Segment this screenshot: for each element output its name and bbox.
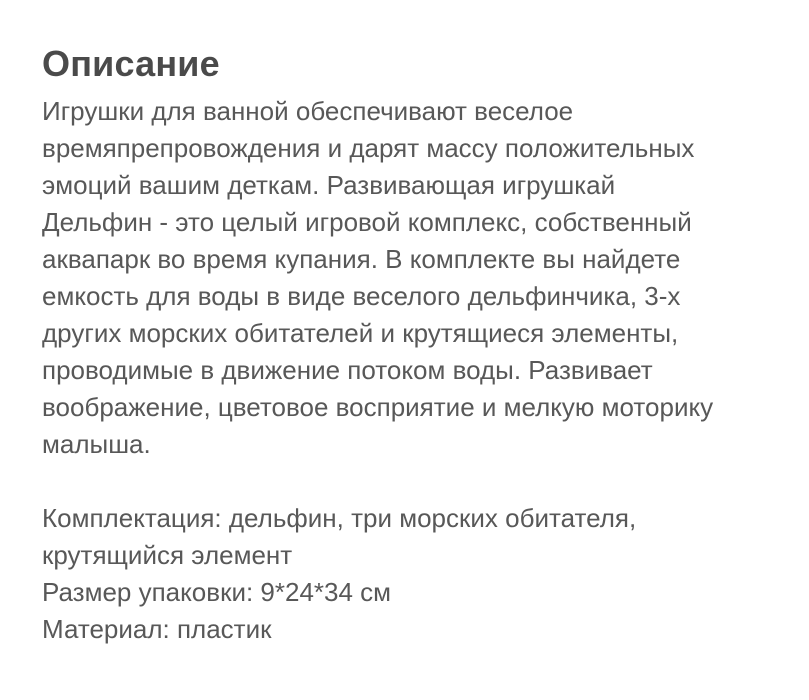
spec-package-size: Размер упаковки: 9*24*34 см xyxy=(42,577,392,607)
description-line: Дельфин - это целый игровой комплекс, собственный xyxy=(42,207,692,237)
description-line: проводимые в движение потоком воды. Развивает xyxy=(42,355,653,385)
spec-contents: Комплектация: дельфин, три морских обитателя, xyxy=(42,503,637,533)
description-text xyxy=(42,93,782,463)
description-line: эмоций вашим деткам. Развивающая игрушкай xyxy=(42,170,616,200)
section-title: Описание xyxy=(42,43,220,84)
description-line: воображение, цветовое восприятие и мелкую моторику xyxy=(42,392,714,422)
description-line: малыша. xyxy=(42,429,151,459)
description-line: других морских обитателей и крутящиеся элементы, xyxy=(42,318,679,348)
description-line: емкость для воды в виде веселого дельфинчика, 3-х xyxy=(42,281,681,311)
description-line: аквапарк во время купания. В комплекте вы найдете xyxy=(42,244,681,274)
description-line: времяпрепровождения и дарят массу положительных xyxy=(42,133,695,163)
spec-contents-continued: крутящийся элемент xyxy=(42,540,293,570)
product-specs xyxy=(42,500,782,648)
spec-material: Материал: пластик xyxy=(42,614,272,644)
description-section xyxy=(42,40,782,648)
description-line: Игрушки для ванной обеспечивают веселое xyxy=(42,96,574,126)
